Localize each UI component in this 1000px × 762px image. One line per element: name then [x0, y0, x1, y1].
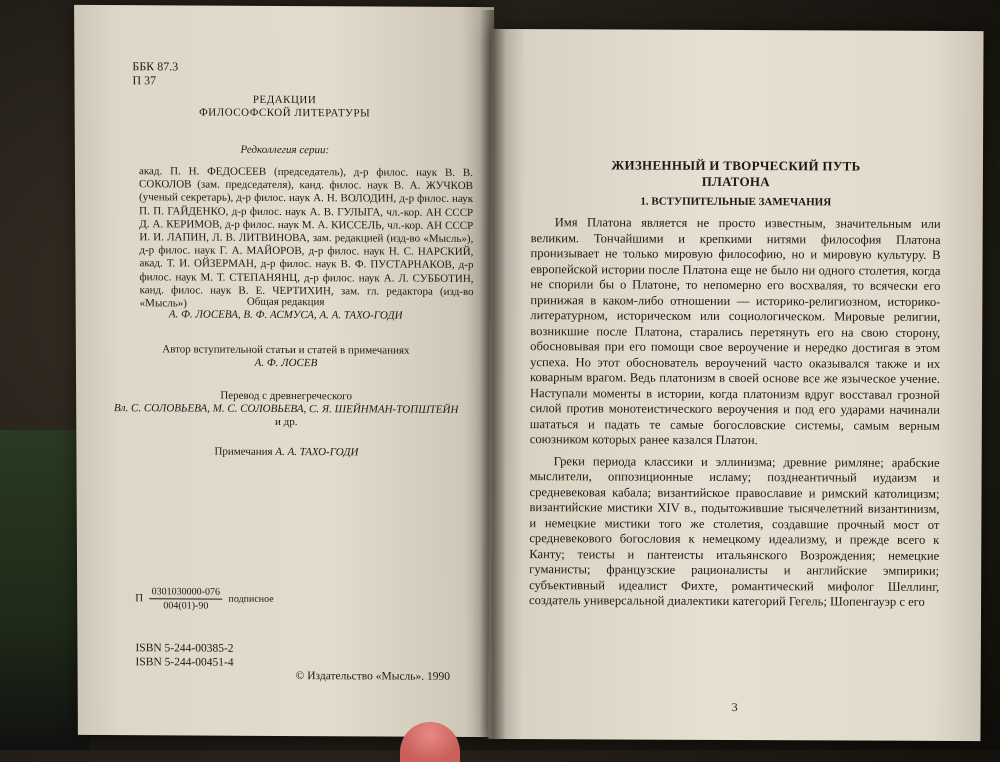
chapter-title — [531, 157, 941, 191]
paragraph-1: Имя Платона является не просто известным, значительным или великим. Тончайшими и крепкими нитями философия Платона пронизывает не только мировую философию, но и мировую культуру. В европейской истории после Платона еще не было ни одного столетия, когда не спорили бы о Платоне, то непомерно его восхваляя, то всячески его принижая в каком-либо отношении — историко-религиозном, историко-литературном, историческом или социологическом. Мировые религии, возникшие после Платона, старались перетянуть его на свою сторону, обосновывая при его помощи свое вероучение и нередко достигая в этом успеха. Но этот обоснователь вероучений часто оказывался также и их коварным врагом. Ведь платонизм в своей основе все же языческое учение. Наступали моменты в истории, когда платонизм вдруг восставал грозной силой против монотеистического вероучения и под его ударами начинали шататься и падать те самые богословские системы, самым верным союзником которых ранее казался Платон. — [529, 215, 941, 448]
redaction-line-1: РЕДАКЦИИ — [252, 93, 317, 107]
bbk-line: ББК 87.3 — [132, 59, 179, 74]
fraction-prefix: П — [135, 592, 144, 605]
redaction-heading — [75, 93, 495, 122]
copyright: © Издательство «Мысль». 1990 — [295, 670, 451, 683]
translation-label: Перевод с древнегреческого — [220, 389, 352, 403]
general-editing-label: Общая редакция — [246, 295, 325, 309]
paragraph-2: Греки периода классики и эллинизма; древние римляне; арабские мыслители, оппозиционные исламу; позднеантичный иудаизм и средневековая кабала; византийское православие и римский католицизм; византийские мистики XIV в., подытожившие тысячелетний византинизм, и немецкие мистики того же столетия, создавшие прочный мост от средневекового богословия к немецкому идеализму, и прежде всего к Канту; теисты и пантеисты итальянского Возрождения; немецкие гуманисты; французские рационалисты и английские эмпирики; субъективный идеалист Фихте, романтический мифолог Шеллинг, создатель универсальной диалектики категорий Гегель; Шопенгауэр с его — [529, 453, 940, 609]
isbn-block — [135, 641, 233, 670]
bbk-code — [132, 59, 178, 87]
isbn-2: ISBN 5-244-00451-4 — [135, 656, 234, 669]
general-editing — [76, 295, 496, 324]
notes-name: А. А. ТАХО-ГОДИ — [275, 445, 359, 459]
index-line: П 37 — [132, 73, 157, 88]
translation-credit — [76, 389, 496, 431]
chapter-title-line-1: ЖИЗНЕННЫЙ И ТВОРЧЕСКИЙ ПУТЬ — [611, 157, 861, 174]
catalog-fraction — [135, 585, 274, 613]
general-editing-names: А. Ф. ЛОСЕВА, В. Ф. АСМУСА, А. А. ТАХО-ГОДИ — [168, 308, 403, 322]
section-heading: 1. ВСТУПИТЕЛЬНЫЕ ЗАМЕЧАНИЯ — [640, 195, 832, 209]
editors-text: акад. П. Н. ФЕДОСЕЕВ (председатель), д-р филос. наук В. В. СОКОЛОВ (зам. председателя), канд. филос. наук В. А. ЖУЧКОВ (ученый секретарь), д-р филос. наук А. Н. ВОЛОДИН, д-р филос. наук П. П. ГАЙДЕНКО, д-р филос. наук А. В. ГУЛЫГА, чл.-кор. АН СССР Д. А. КЕРИМОВ, д-р филос. наук М. А. КИССЕЛЬ, чл.-кор. АН СССР И. И. ЛАПИН, Л. В. ЛИТВИНОВА, зам. редакцией (изд-во «Мысль»), д-р филос. наук Г. А. МАЙОРОВ, д-р филос. наук Н. С. НАРСКИЙ, акад. Т. И. ОЙЗЕРМАН, д-р филос. наук В. Ф. ПУСТАРНАКОВ, д-р филос. наук М. Т. СТЕПАНЯНЦ, д-р филос. наук А. Л. СУББОТИН, канд. филос. наук В. Е. ЧЕРТИХИН, зам. гл. редактора (изд-во «Мысль») — [138, 165, 474, 310]
author-credit — [76, 343, 496, 372]
notes-credit — [76, 445, 496, 460]
author-name: А. Ф. ЛОСЕВ — [254, 357, 318, 370]
book-gutter — [480, 10, 506, 740]
fraction-denominator: 004(01)-90 — [163, 600, 209, 612]
editorial-board-list — [139, 165, 474, 312]
editorial-board-label: Редколлегия серии: — [240, 143, 330, 157]
translators: Вл. С. СОЛОВЬЕВА, М. С. СОЛОВЬЕВА, С. Я. ШЕЙНМАН-ТОПШТЕЙН — [113, 402, 459, 417]
translators-etc: и др. — [274, 416, 298, 429]
page-number: 3 — [731, 699, 738, 715]
fraction-suffix: подписное — [228, 593, 274, 606]
author-label: Автор вступительной статьи и статей в примечаниях — [162, 343, 410, 357]
left-page — [74, 5, 498, 737]
fraction-numerator: 0301030000-076 — [150, 585, 222, 600]
chapter-body — [529, 215, 941, 616]
right-page — [488, 29, 983, 741]
redaction-line-2: ФИЛОСОФСКОЙ ЛИТЕРАТУРЫ — [199, 106, 371, 120]
notes-label: Примечания — [214, 445, 273, 458]
chapter-title-line-2: ПЛАТОНА — [701, 173, 771, 190]
isbn-1: ISBN 5-244-00385-2 — [135, 642, 234, 655]
